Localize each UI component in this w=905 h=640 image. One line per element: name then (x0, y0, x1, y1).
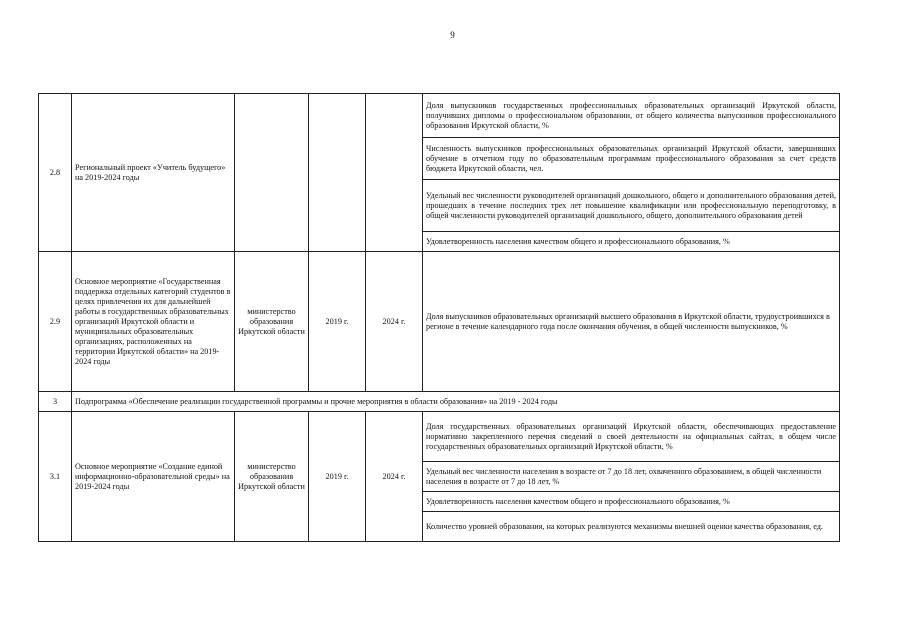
indicator-cell: Удельный вес численности руководителей организаций дошкольного, общего и дополнительного образования детей, прошедших в течение последних трех лет повышение квалификации или профессиональную переподготовку, в общей численности руководителей организаций дошкольного, общего, дополнительного образования детей (423, 180, 840, 232)
program-table (38, 93, 840, 542)
executor-cell (235, 94, 309, 252)
row-number: 2.9 (39, 252, 72, 392)
end-year-cell: 2024 г. (366, 412, 423, 542)
executor-cell: министерство образования Иркутской области (235, 252, 309, 392)
measure-name: Основное мероприятие «Создание единой информационно-образовательной среды» на 2019-2024 годы (72, 412, 235, 542)
indicator-cell: Удовлетворенность населения качеством общего и профессионального образования, % (423, 492, 840, 512)
row-number: 3.1 (39, 412, 72, 542)
row-number: 3 (39, 392, 72, 412)
table-row-2-9 (39, 252, 840, 392)
start-year-cell (309, 94, 366, 252)
row-number: 2.8 (39, 94, 72, 252)
indicator-cell: Численность выпускников профессиональных образовательных организаций Иркутской области, завершивших обучение в отчетном году по образовательным программам профессионального образования за счет средств бюджета Иркутской области, чел. (423, 138, 840, 180)
start-year-cell: 2019 г. (309, 252, 366, 392)
indicator-cell: Количество уровней образования, на которых реализуются механизмы внешней оценки качества образования, ед. (423, 512, 840, 542)
table-row-3 (39, 392, 840, 412)
executor-cell: министерство образования Иркутской области (235, 412, 309, 542)
indicator-cell: Удовлетворенность населения качеством общего и профессионального образования, % (423, 232, 840, 252)
indicator-cell: Удельный вес численности населения в возрасте от 7 до 18 лет, охваченного образованием, в общей численности населения в возрасте от 7 до 18 лет, % (423, 462, 840, 492)
end-year-cell: 2024 г. (366, 252, 423, 392)
table-row-3-1 (39, 412, 840, 462)
end-year-cell (366, 94, 423, 252)
indicator-cell: Доля государственных образовательных организаций Иркутской области, обеспечивающих предоставление нормативно закрепленного перечня сведений о своей деятельности на официальных сайтах, в общем числе государственных образовательных организаций Иркутской области, % (423, 412, 840, 462)
subprogram-title: Подпрограмма «Обеспечение реализации государственной программы и прочие мероприятия в области образования» на 2019 - 2024 годы (72, 392, 840, 412)
table-row-2-8 (39, 94, 840, 138)
start-year-cell: 2019 г. (309, 412, 366, 542)
page-number: 9 (450, 30, 455, 40)
measure-name: Региональный проект «Учитель будущего» на 2019-2024 годы (72, 94, 235, 252)
measure-name: Основное мероприятие «Государственная поддержка отдельных категорий студентов в целях привлечения их для дальнейшей работы в государственных образовательных организаций Иркутской области и муниципальных образовательных организациях, расположенных на территории Иркутской области» на 2019-2024 годы (72, 252, 235, 392)
indicator-cell: Доля выпускников государственных профессиональных образовательных организаций Иркутской области, получивших дипломы о профессиональном образовании, от общего количества выпускников профессионального образования Иркутской области, % (423, 94, 840, 138)
indicator-cell: Доля выпускников образовательных организаций высшего образования в Иркутской области, трудоустроившихся в регионе в течение календарного года после окончания обучения, в общей численности выпускников, % (423, 252, 840, 392)
